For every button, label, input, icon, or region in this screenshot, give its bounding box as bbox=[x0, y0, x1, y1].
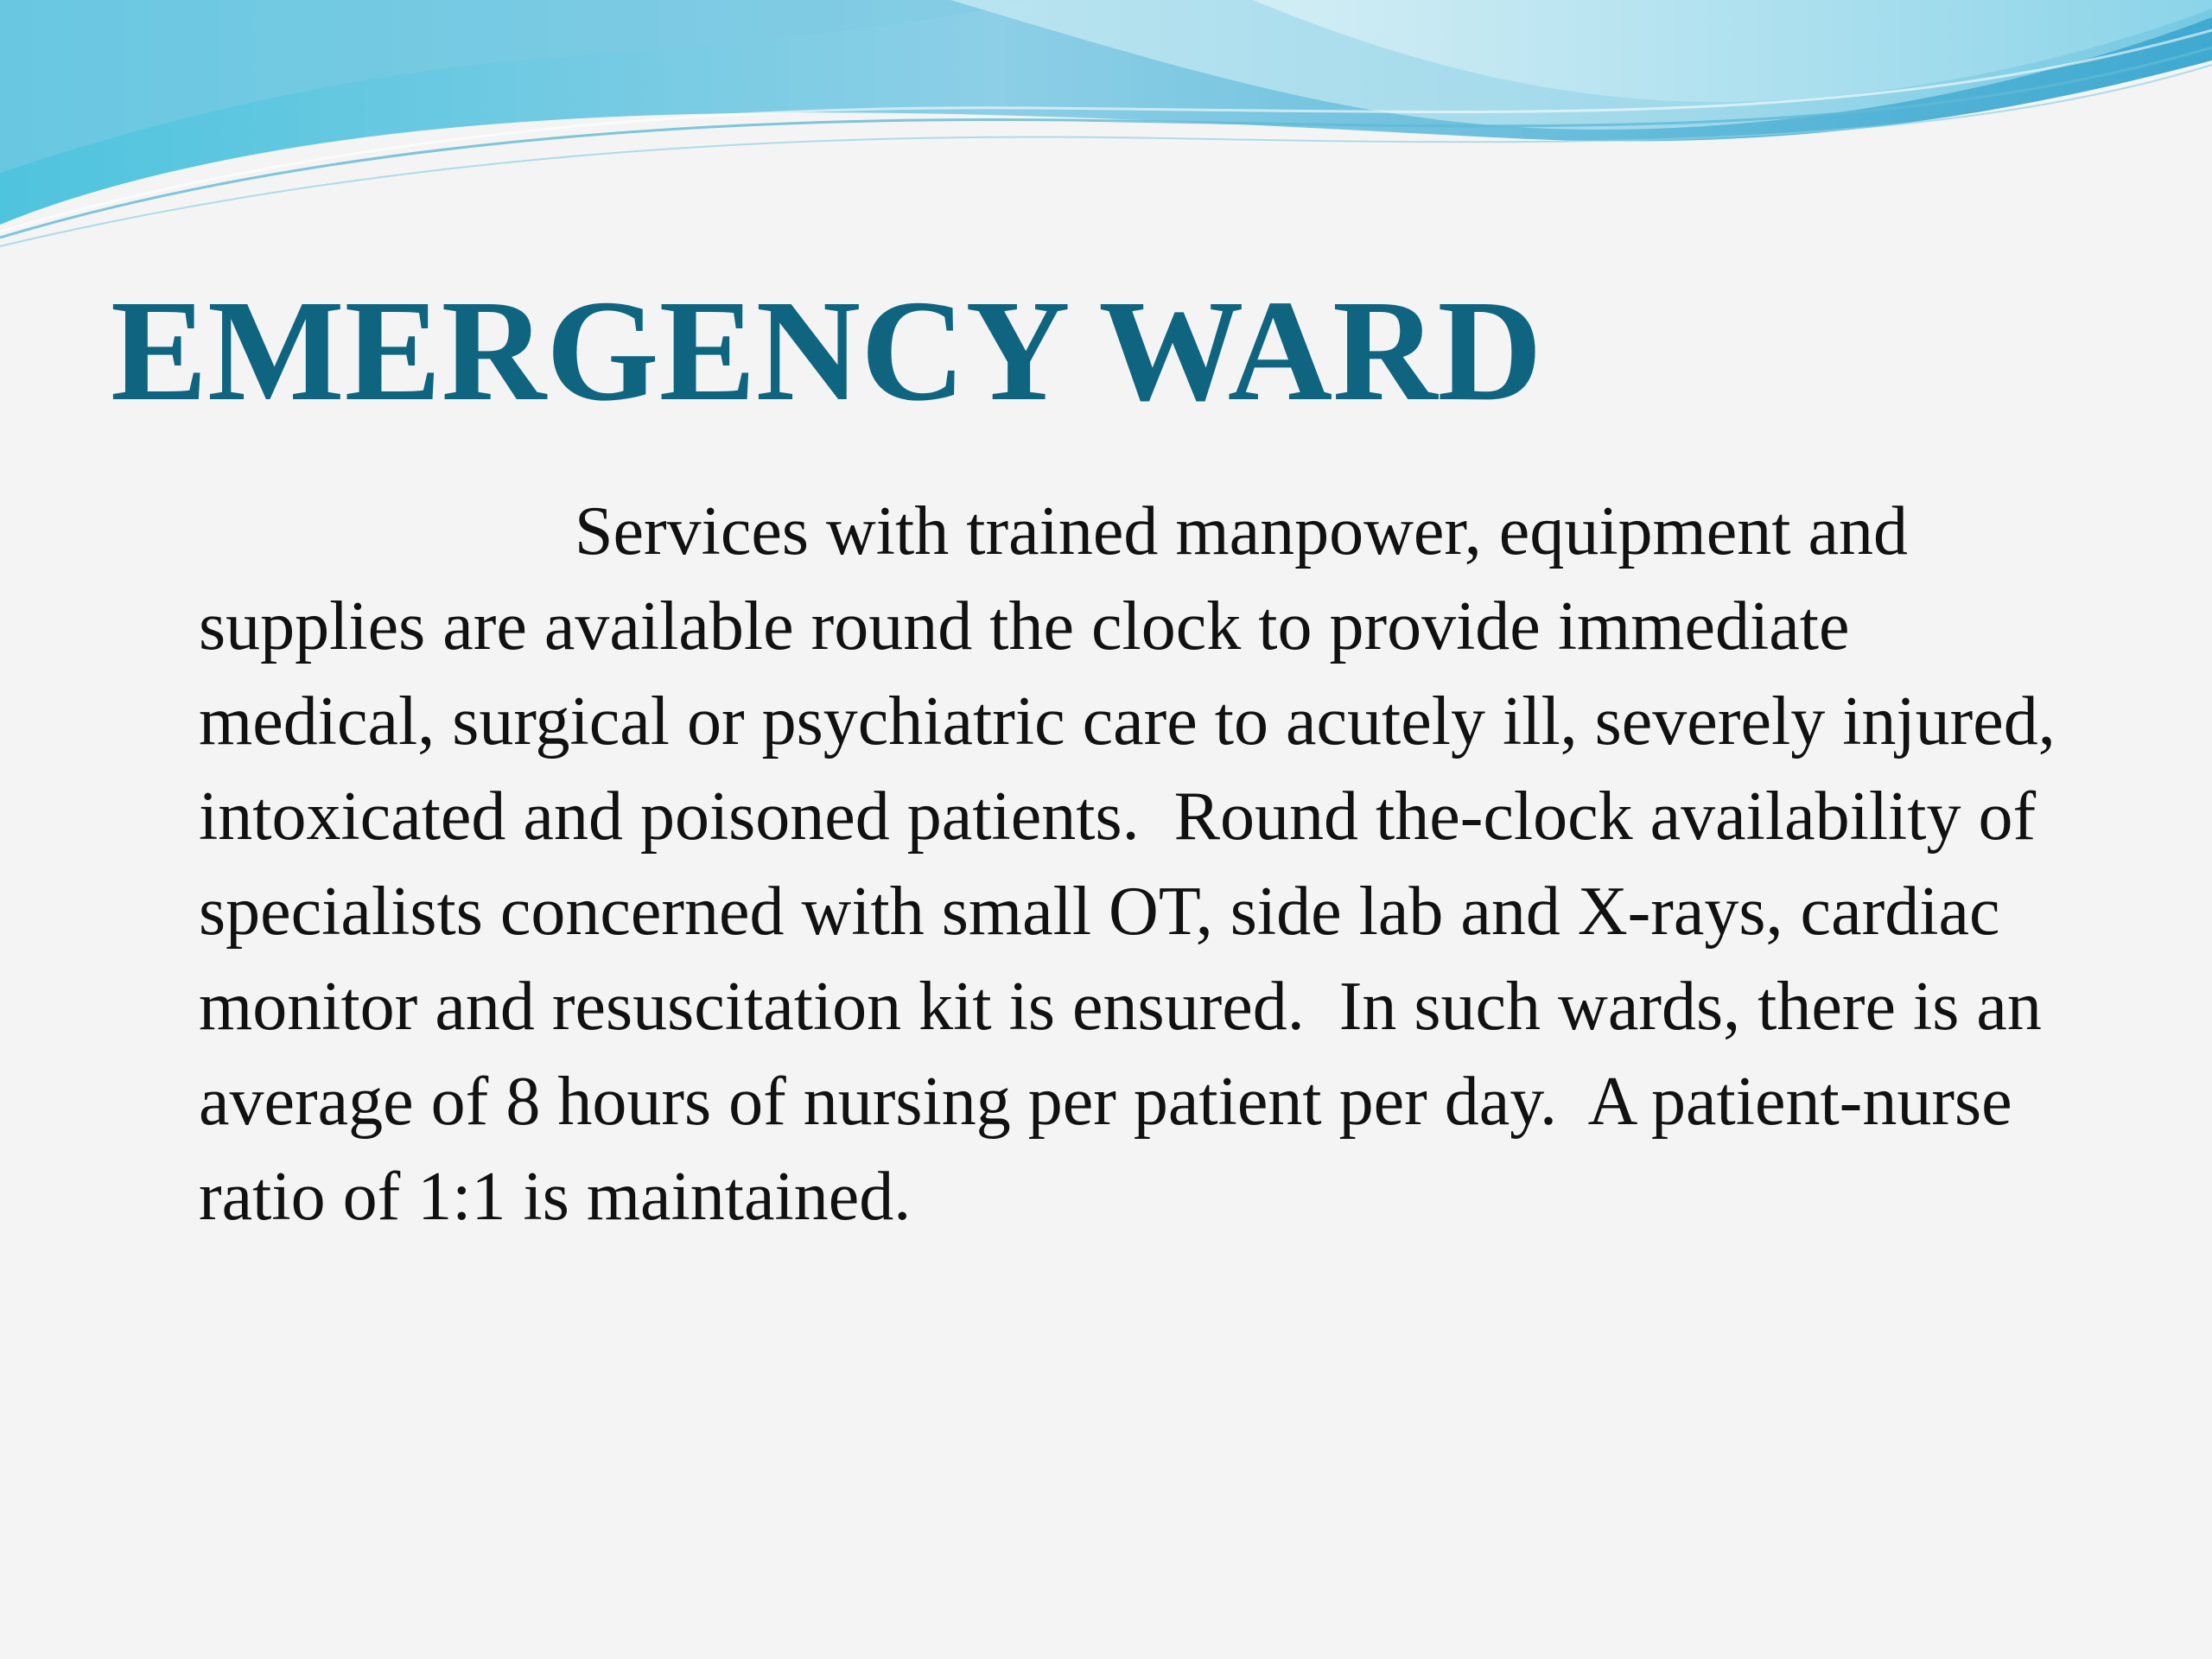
header-wave-decoration bbox=[0, 0, 2212, 259]
slide-title: EMERGENCY WARD bbox=[111, 270, 1542, 431]
slide-body-paragraph: Services with trained manpower, equipment and supplies are available round the clock to provide immediate medical, surgical or psychiatric care to acutely ill, severely injured, intoxicated and poisoned patients. Round the-clock availability of specialists concerned with small OT, side lab and X-rays, cardiac monitor and resuscitation kit is ensured. In such wards, there is an average of 8 hours of nursing per patient per day. A patient-nurse ratio of 1:1 is maintained. bbox=[199, 493, 2073, 1235]
